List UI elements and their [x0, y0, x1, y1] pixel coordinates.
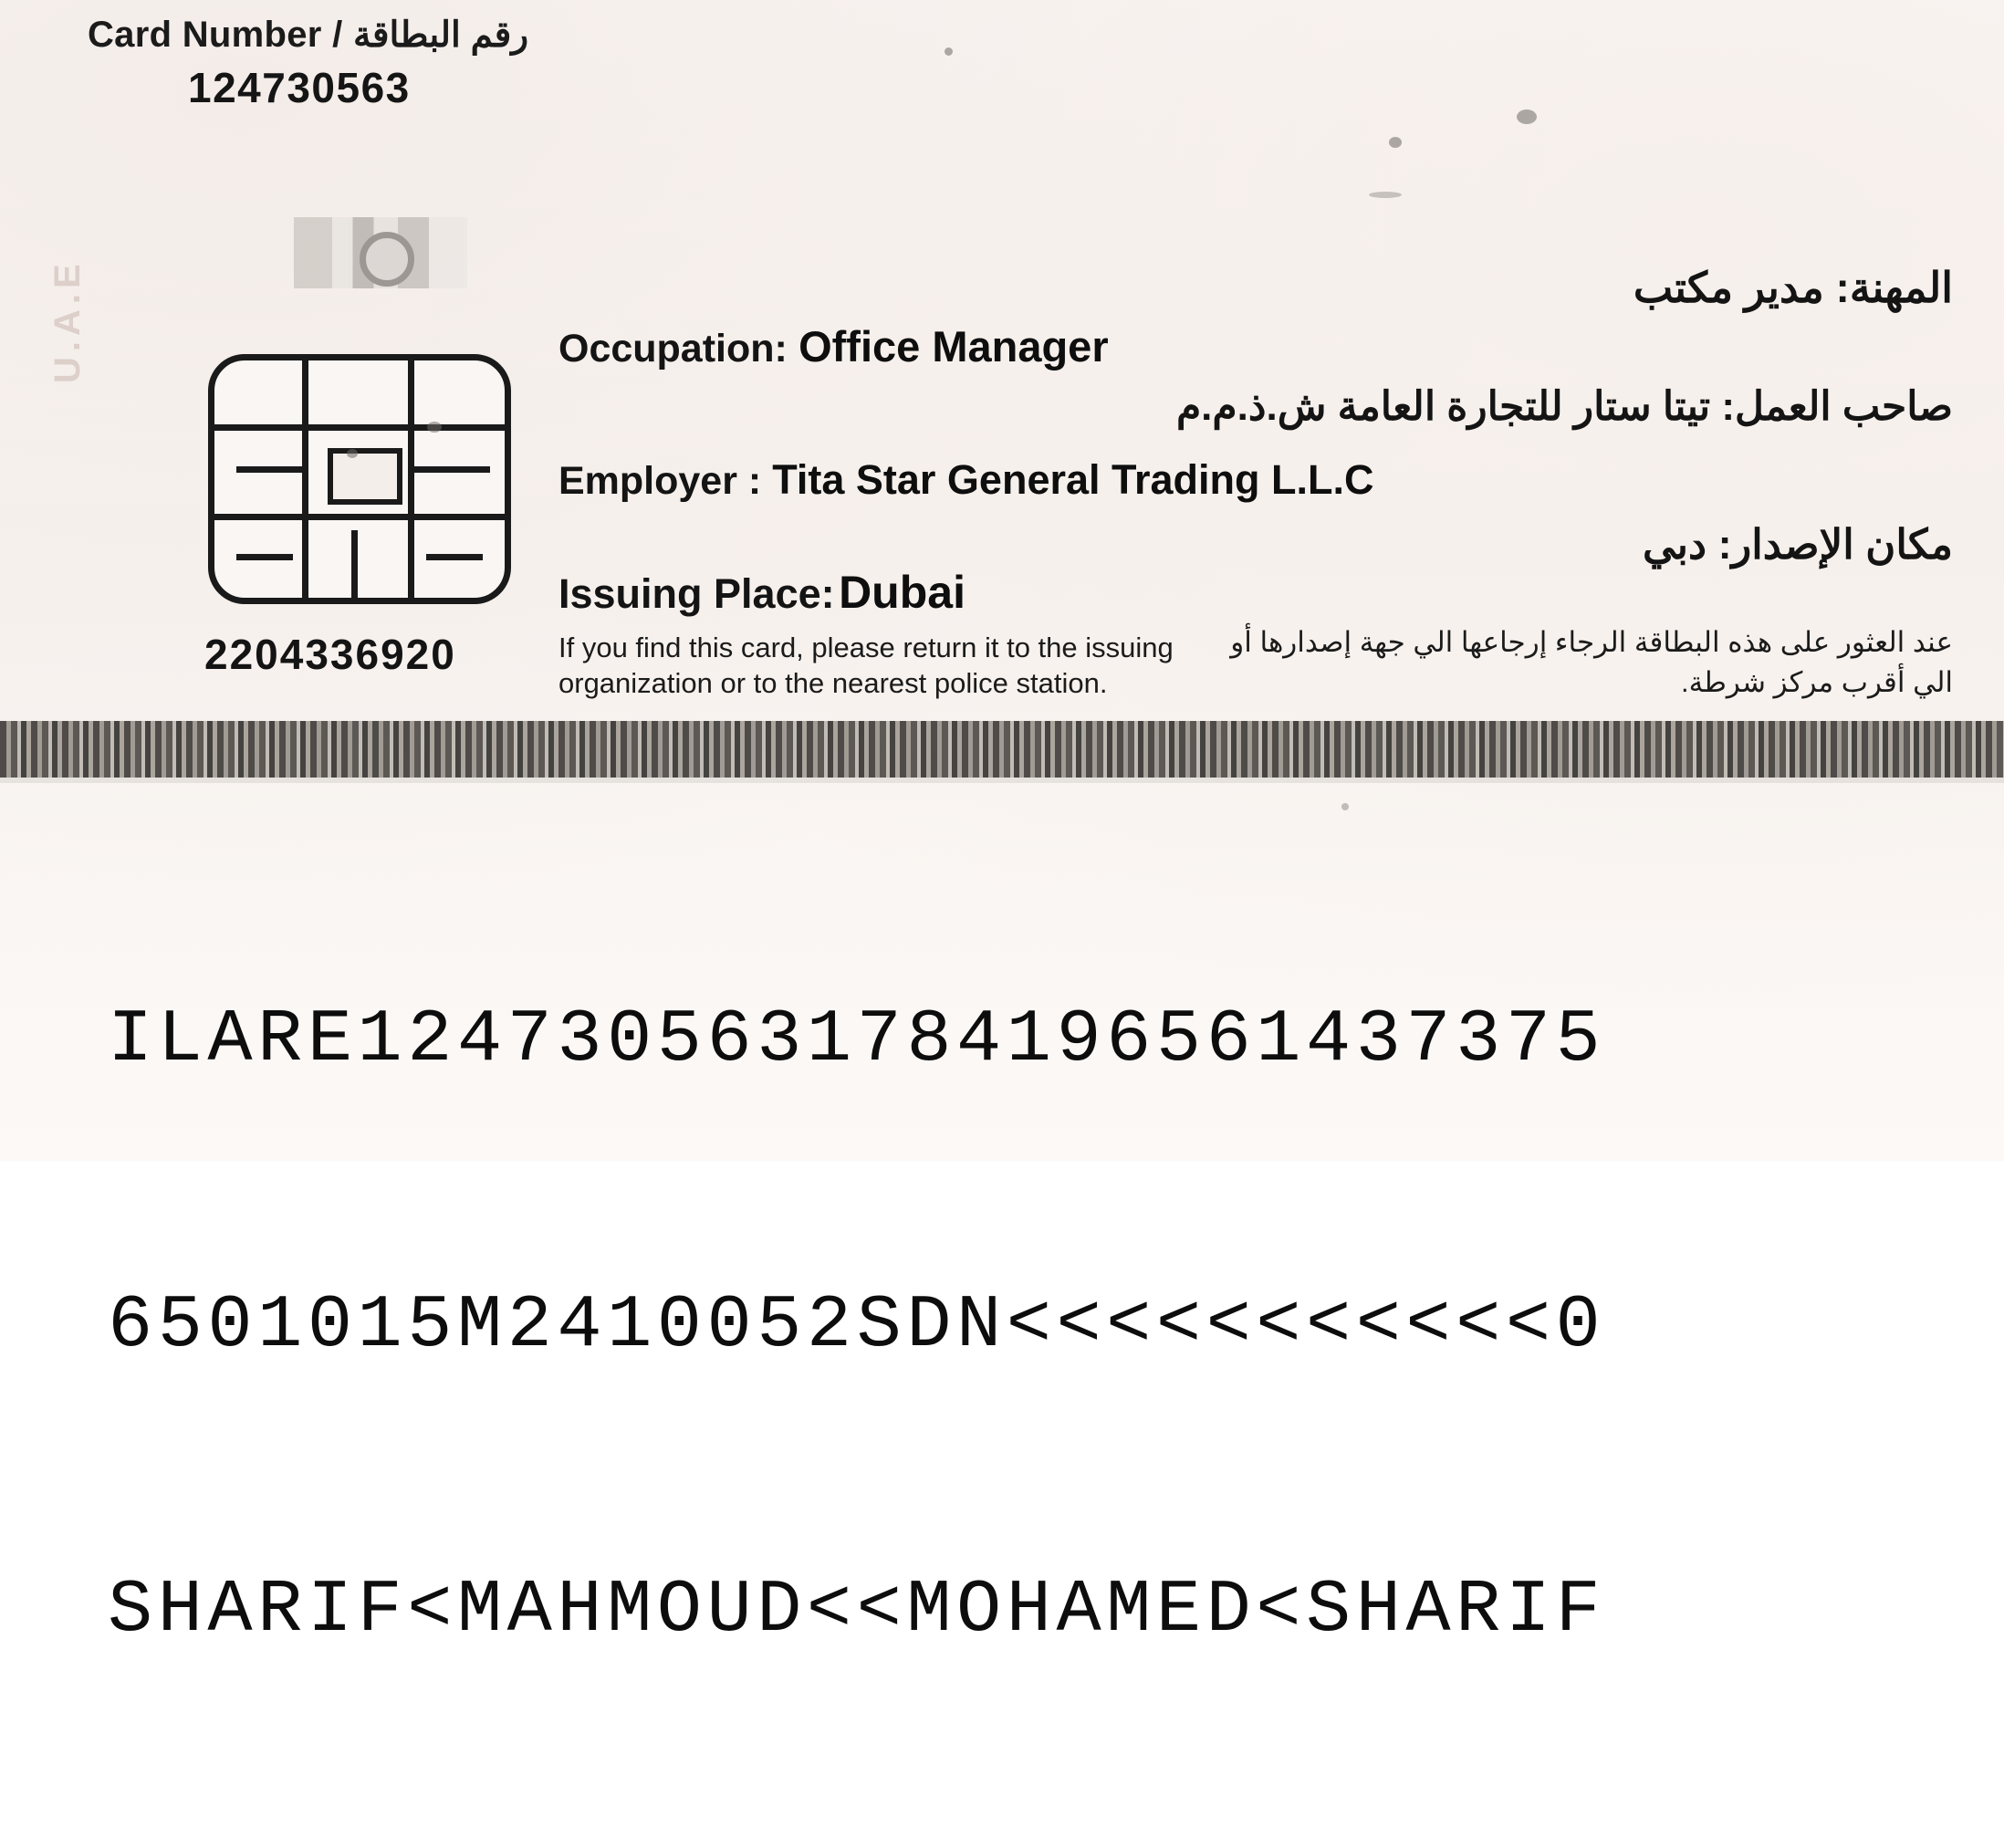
employer-value: Tita Star General Trading L.L.C [772, 456, 1374, 503]
occupation-label-ar: المهنة: [1835, 264, 1953, 311]
occupation-value: Office Manager [798, 322, 1109, 371]
occupation-label: Occupation: [558, 327, 788, 371]
card-number-label-ar: رقم البطاقة [352, 16, 529, 55]
issuing-place-label-ar: مكان الإصدار: [1717, 521, 1953, 568]
scan-speck [1517, 110, 1537, 124]
card-number-label [88, 15, 528, 56]
occupation-value-ar: مدير مكتب [1633, 264, 1824, 311]
employer-label-ar: صاحب العمل: [1721, 384, 1953, 429]
card-face [0, 0, 2004, 726]
security-print-band [0, 721, 2004, 778]
return-note-ar: عند العثور على هذه البطاقة الرجاء إرجاعها الي جهة إصدارها أو الي أقرب مركز شرطة. [1230, 626, 1953, 699]
mrz-line-1: ILARE1247305631784196561437375 [108, 997, 1606, 1083]
scan-speck [945, 47, 953, 56]
issuing-place-value: Dubai [839, 567, 965, 618]
employer-value-ar: تيتا ستار للتجارة العامة ش.ذ.م.م [1175, 384, 1711, 429]
card-number-block [88, 15, 528, 112]
occupation-row [558, 321, 1109, 371]
chip-serial-number: 2204336920 [204, 631, 456, 678]
uae-watermark: U.A.E [47, 258, 88, 383]
mrz-line-3: SHARIF<MAHMOUD<<MOHAMED<SHARIF [108, 1567, 1606, 1653]
issuing-place-row [558, 566, 965, 619]
return-note-en: If you find this card, please return it to the issuing organization or to the nearest police station. [558, 632, 1174, 700]
issuing-place-value-ar: دبي [1642, 521, 1707, 568]
card-number-label-en: Card Number / [88, 15, 343, 55]
smart-chip-icon [208, 354, 511, 604]
issuing-place-arabic [1643, 520, 1953, 569]
mrz-line-2: 6501015M2410052SDN<<<<<<<<<<<0 [108, 1282, 1606, 1368]
employer-arabic [1176, 383, 1953, 430]
employer-label: Employer : [558, 459, 762, 503]
occupation-arabic [1633, 263, 1953, 312]
scan-speck [1389, 137, 1402, 148]
hologram-patch [294, 217, 467, 288]
issuing-place-label: Issuing Place: [558, 570, 835, 617]
employer-row [558, 456, 1374, 504]
mrz-block [108, 803, 1924, 1848]
card-number-value: 124730563 [188, 64, 411, 111]
scan-speck [1369, 192, 1402, 198]
